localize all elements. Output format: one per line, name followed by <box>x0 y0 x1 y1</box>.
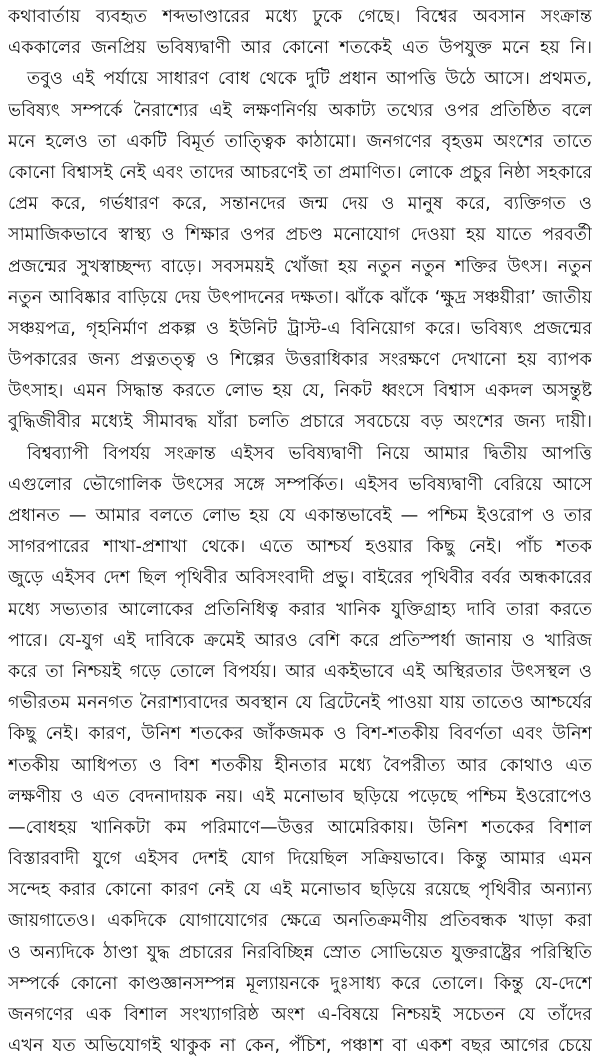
text-line: কিছু নেই। কারণ, উনিশ শতকের জাঁকজমক ও বিশ-শতকীয় বিবর্ণতা এবং উনিশ <box>8 724 592 745</box>
text-line: বুদ্ধিজীবীর মধ্যেই সীমাবদ্ধ যাঁরা চলতি প্রচারে সবচেয়ে বড় অংশের জন্য দায়ী। <box>8 412 592 433</box>
text-line: প্রজন্মের সুখস্বাচ্ছন্দ্য বাড়ে। সবসময়ই খোঁজা হয় নতুন নতুন শক্তির উৎস। নতুন <box>8 256 592 277</box>
text-line: এখন যত অভিযোগই থাকুক না কেন, পঁচিশ, পঞ্চাশ বা একশ বছর আগের চেয়ে <box>8 1036 592 1057</box>
text-line: পারে। যে-যুগ এই দাবিকে ক্রমেই আরও বেশি করে প্রতিস্পর্ধা জানায় ও খারিজ <box>8 630 592 651</box>
text-line: মধ্যে সভ্যতার আলোকের প্রতিনিধিত্ব করার খানিক যুক্তিগ্রাহ্য দাবি তারা করতে <box>8 599 592 620</box>
text-line: করে তা নিশ্চয়ই গড়ে তোলে বিপর্যয়। আর একইভাবে এই অস্থিরতার উৎসস্থল ও <box>8 661 592 682</box>
text-line: সন্দেহ করার কোনো কারণ নেই যে এই মনোভাব ছড়িয়ে রয়েছে পৃথিবীর অন্যান্য <box>8 880 592 901</box>
text-line: ভবিষ্যৎ সম্পর্কে নৈরাশ্যের এই লক্ষণনির্ণয় অকাট্য তথ্যের ওপর প্রতিষ্ঠিত বলে <box>8 100 592 121</box>
text-line: লক্ষণীয় ও এত বেদনাদায়ক নয়। এই মনোভাব ছড়িয়ে পড়েছে পশ্চিম ইওরোপেও <box>8 786 592 807</box>
text-line: জায়গাতেও। একদিকে যোগাযোগের ক্ষেত্রে অনতিক্রমণীয় প্রতিবন্ধক খাড়া করা <box>8 911 592 932</box>
paragraph-first-line: তবুও এই পর্যায়ে সাধারণ বোধ থেকে দুটি প্রধান আপত্তি উঠে আসে। প্রথমত, <box>27 69 592 90</box>
paragraph-first-line: বিশ্বব্যাপী বিপর্যয় সংক্রান্ত এইসব ভবিষ্যদ্বাণী নিয়ে আমার দ্বিতীয় আপত্তি <box>27 443 592 464</box>
text-line: এককালের জনপ্রিয় ভবিষ্যদ্বাণী আর কোনো শতকেই এত উপযুক্ত মনে হয় নি। <box>8 38 592 59</box>
text-line: সাগরপারের শাখা-প্রশাখা থেকে। এতে আশ্চর্য হওয়ার কিছু নেই। পাঁচ শতক <box>8 537 592 558</box>
text-line: সামাজিকভাবে স্বাস্থ্য ও শিক্ষার ওপর প্রচণ্ড মনোযোগ দেওয়া হয় যাতে পরবর্তী <box>8 225 592 246</box>
text-line: গভীরতম মননগত নৈরাশ্যবাদের অবস্থান যে ব্রিটেনেই পাওয়া যায় তাতেও আশ্চর্যের <box>8 693 592 714</box>
text-line: প্রধানত — আমার বলতে লোভ হয় যে একান্তভাবেই — পশ্চিম ইওরোপ ও তার <box>8 506 592 526</box>
text-line: কোনো বিশ্বাসই নেই এবং তাদের আচরণেই তা প্রমাণিত। লোকে প্রচুর নিষ্ঠা সহকারে <box>8 162 592 183</box>
text-line: উপকারের জন্য প্রত্নতত্ত্ব ও শিল্পের উত্তরাধিকার সংরক্ষণে দেখানো হয় ব্যাপক <box>8 350 592 371</box>
text-line: নতুন আবিষ্কার বাড়িয়ে দেয় উৎপাদনের দক্ষতা। ঝাঁকে ঝাঁকে ‘ক্ষুদ্র সঞ্চয়ীরা’ জাতীয় <box>8 287 592 308</box>
text-line: ও অন্যদিকে ঠাণ্ডা যুদ্ধ প্রচারের নিরবিচ্ছিন্ন স্রোত সোভিয়েত যুক্তরাষ্ট্রের পরিস্থিতি <box>8 942 592 963</box>
text-line: সঞ্চয়পত্র, গৃহনির্মাণ প্রকল্প ও ইউনিট ট্রাস্ট-এ বিনিয়োগ করে। ভবিষ্যৎ প্রজন্মের <box>8 318 592 339</box>
text-line: জুড়ে এইসব দেশ ছিল পৃথিবীর অবিসংবাদী প্রভু। বাইরের পৃথিবীর বর্বর অন্ধকারের <box>8 568 592 589</box>
text-line: কথাবার্তায় ব্যবহৃত শব্দভাণ্ডারের মধ্যে ঢুকে গেছে। বিশ্বের অবসান সংক্রান্ত <box>8 7 592 27</box>
text-line: সম্পর্কে কোনো কাণ্ডজ্ঞানসম্পন্ন মূল্যায়নকে দুঃসাধ্য করে তোলে। কিন্তু যে-দেশে <box>8 973 592 994</box>
text-line: মনে হলেও তা একটি বিমূর্ত তাত্ত্বিক কাঠামো। জনগণের বৃহত্তম অংশের তাতে <box>8 131 592 152</box>
text-line: এগুলোর ভৌগোলিক উৎসের সঙ্গে সম্পর্কিত। এইসব ভবিষ্যদ্বাণী বেরিয়ে আসে <box>8 474 592 495</box>
text-line: —বোধহয় খানিকটা কম পরিমাণে—উত্তর আমেরিকায়। উনিশ শতকের বিশাল <box>8 817 592 838</box>
text-line: বিস্তারবাদী যুগে এইসব দেশই যোগ দিয়েছিল সক্রিয়ভাবে। কিন্তু আমার এমন <box>8 849 592 870</box>
text-line: প্রেম করে, গর্ভধারণ করে, সন্তানদের জন্ম দেয় ও মানুষ করে, ব্যক্তিগত ও <box>8 194 592 215</box>
text-line: জনগণের এক বিশাল সংখ্যাগরিষ্ঠ অংশ এ-বিষয়ে নিশ্চয়ই সচেতন যে তাঁদের <box>8 1005 592 1025</box>
text-line: উৎসাহ। এমন সিদ্ধান্ত করতে লোভ হয় যে, নিকট ধ্বংসে বিশ্বাস একদল অসন্তুষ্ট <box>8 381 592 402</box>
text-line: শতকীয় আধিপত্য ও বিশ শতকীয় হীনতার মধ্যে বৈপরীত্য আর কোথাও এত <box>8 755 592 776</box>
